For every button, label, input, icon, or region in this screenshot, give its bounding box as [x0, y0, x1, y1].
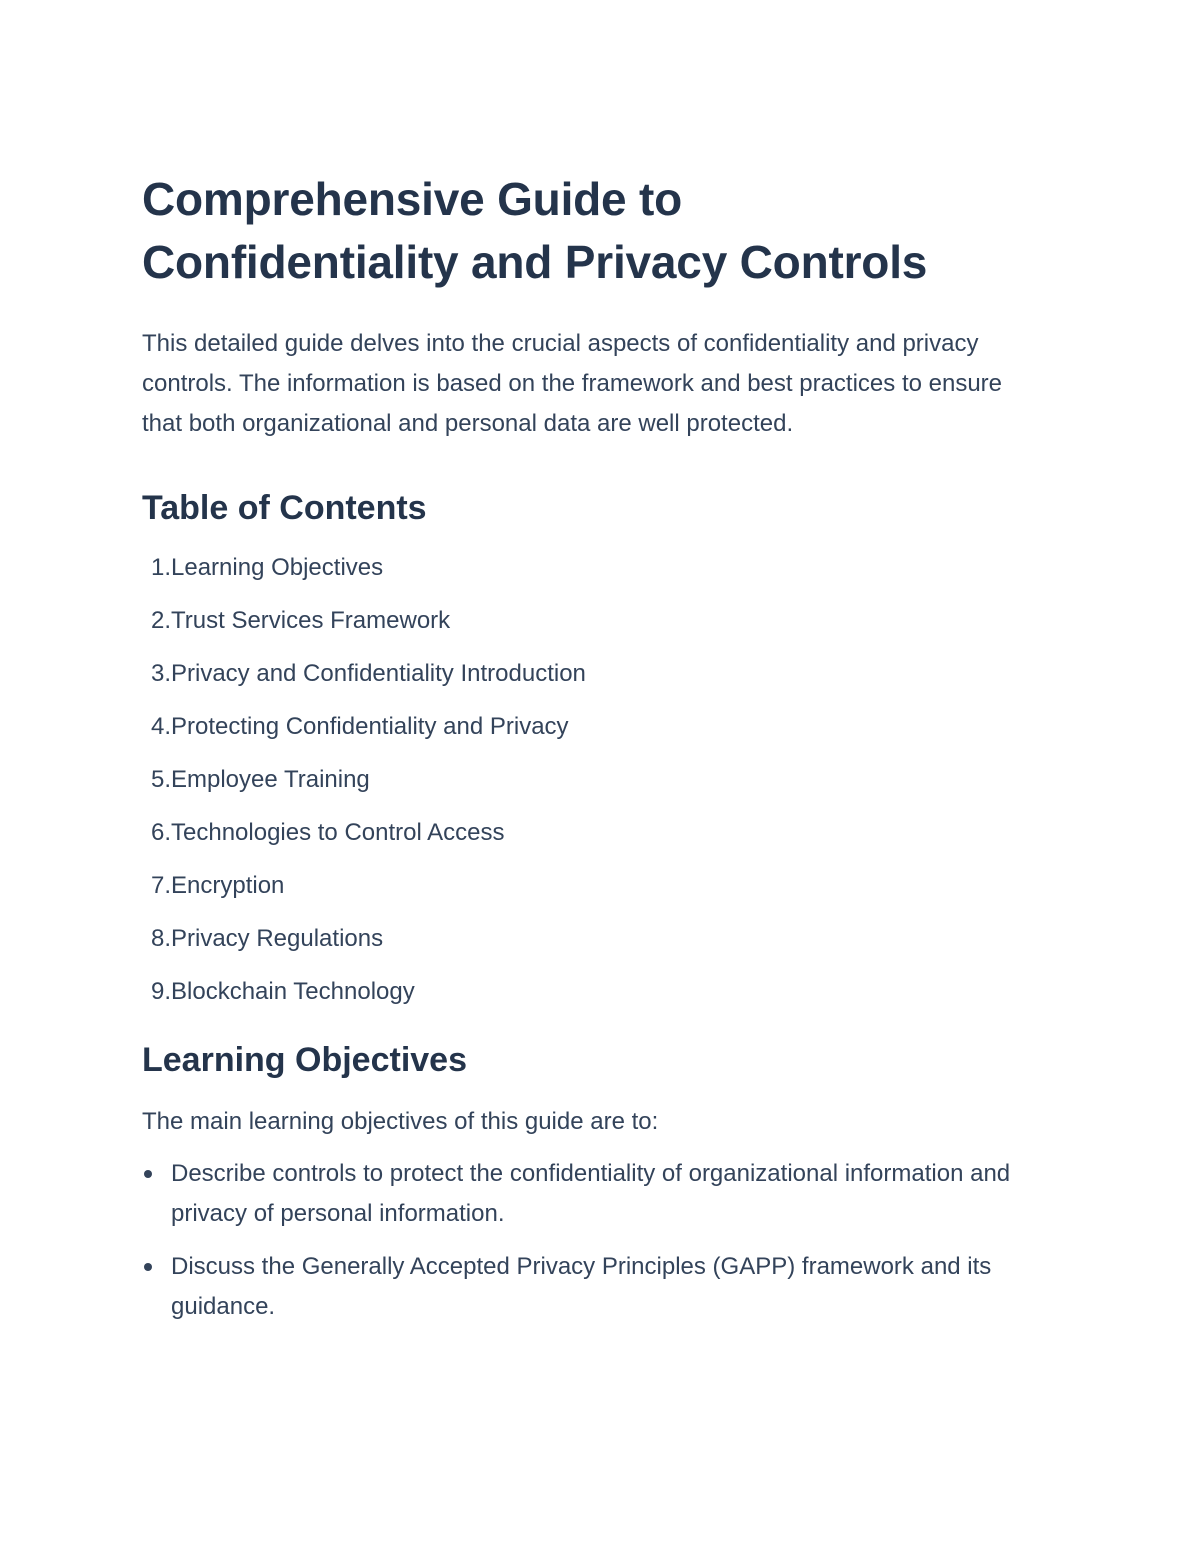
toc-item-label: Protecting Confidentiality and Privacy	[171, 713, 569, 740]
toc-item	[142, 923, 1042, 955]
learning-objectives-intro: The main learning objectives of this guide are to:	[142, 1108, 659, 1135]
toc-item-label: Encryption	[171, 872, 285, 899]
toc-heading: Table of Contents	[142, 489, 427, 527]
title-line-1: Comprehensive Guide to	[142, 173, 683, 225]
toc-item-label: Employee Training	[171, 766, 370, 793]
toc-item-number: 6.	[150, 819, 171, 846]
list-item	[142, 1247, 1031, 1327]
toc-item	[142, 764, 1042, 796]
toc-item	[142, 817, 1042, 849]
document-page	[142, 168, 1042, 1340]
page-title	[142, 168, 1042, 294]
toc-item	[142, 658, 1042, 690]
toc-item-number: 1.	[150, 554, 171, 581]
bullet-text: Discuss the Generally Accepted Privacy Principles (GAPP) framework and its guidance.	[171, 1253, 992, 1320]
toc-item-label: Privacy Regulations	[171, 925, 384, 952]
learning-objectives-heading: Learning Objectives	[142, 1041, 467, 1079]
toc-item-label: Privacy and Confidentiality Introduction	[171, 660, 586, 687]
list-item	[142, 1154, 1031, 1234]
bullet-icon	[144, 1170, 152, 1178]
toc-item	[142, 976, 1042, 1008]
learning-objectives-list	[142, 1154, 1042, 1327]
toc-item	[142, 605, 1042, 637]
bullet-icon	[144, 1263, 152, 1271]
toc-item-number: 4.	[150, 713, 171, 740]
toc-item-label: Blockchain Technology	[171, 978, 415, 1005]
title-line-2: Confidentiality and Privacy Controls	[142, 236, 928, 288]
toc-item-number: 9.	[150, 978, 171, 1005]
toc-item	[142, 711, 1042, 743]
toc-item-label: Learning Objectives	[171, 554, 384, 581]
toc-item-label: Trust Services Framework	[171, 607, 451, 634]
bullet-text: Describe controls to protect the confidentiality of organizational information and privacy of personal information.	[171, 1160, 1011, 1227]
toc-item-number: 7.	[150, 872, 171, 899]
toc-item-number: 8.	[150, 925, 171, 952]
toc-item-number: 3.	[150, 660, 171, 687]
toc-item-label: Technologies to Control Access	[171, 819, 505, 846]
toc-item-number: 5.	[150, 766, 171, 793]
toc-item-number: 2.	[150, 607, 171, 634]
intro-paragraph: This detailed guide delves into the crucial aspects of confidentiality and privacy controls. The information is based on the framework and best practices to ensure that both organizational and personal data are well protected.	[142, 330, 1003, 437]
toc-list	[142, 552, 1042, 1008]
toc-item	[142, 552, 1042, 584]
toc-item	[142, 870, 1042, 902]
